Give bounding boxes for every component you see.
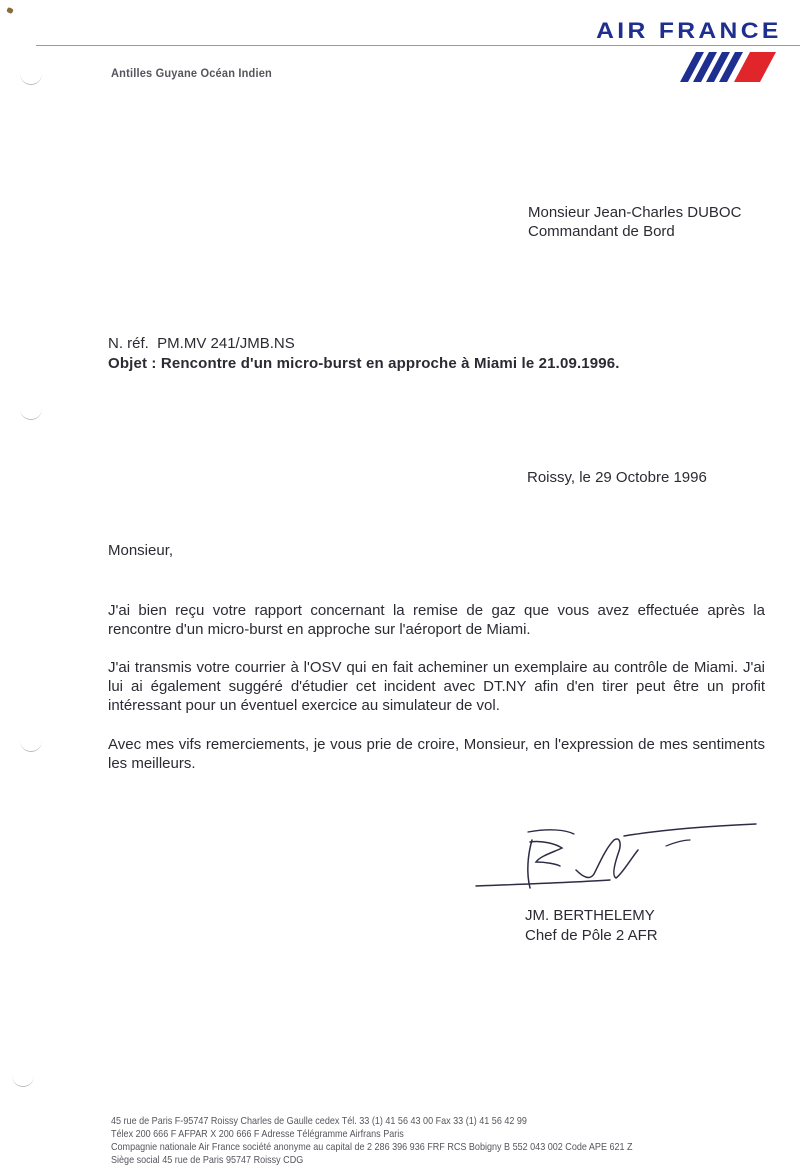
handwritten-signature [470, 818, 760, 896]
signer-block [525, 906, 658, 946]
recipient-name: Monsieur Jean-Charles DUBOC [528, 204, 742, 221]
footer-line: Compagnie nationale Air France société anonyme au capital de 2 286 396 936 FRF RCS Bobigny B 552 043 002 Code APE 621 Z [111, 1141, 633, 1153]
place-date: Roissy, le 29 Octobre 1996 [527, 469, 707, 486]
punch-hole-mark [20, 405, 42, 420]
punch-hole-mark [20, 70, 42, 85]
punch-hole-mark [20, 737, 42, 752]
recipient-title: Commandant de Bord [528, 223, 675, 240]
signer-role: Chef de Pôle 2 AFR [525, 927, 658, 944]
footer-line: Siège social 45 rue de Paris 95747 Roissy CDG [111, 1154, 304, 1166]
recipient-block [528, 203, 741, 241]
air-france-stripes-logo [680, 52, 778, 82]
body-paragraph: J'ai transmis votre courrier à l'OSV qui en fait acheminer un exemplaire au contrôle de Miami. J'ai lui ai également suggéré d'étudier cet incident avec DT.NY afin d'en tirer peut être un profit intéressant pour un éventuel exercice au simulateur de vol. [108, 659, 765, 714]
footer-line: Télex 200 666 F AFPAR X 200 666 F Adresse Télégramme Airfrans Paris [111, 1128, 404, 1140]
salutation: Monsieur, [108, 542, 174, 559]
footer-line: 45 rue de Paris F-95747 Roissy Charles de Gaulle cedex Tél. 33 (1) 41 56 43 00 Fax 33 (1) 41 56 42 99 [111, 1115, 527, 1127]
body-paragraph: Avec mes vifs remerciements, je vous prie de croire, Monsieur, en l'expression de mes sentiments les meilleurs. [108, 736, 765, 772]
subject-line: Objet : Rencontre d'un micro-burst en approche à Miami le 21.09.1996. [108, 355, 620, 372]
signer-name: JM. BERTHELEMY [525, 907, 655, 924]
scan-speck [6, 7, 14, 14]
division-name: Antilles Guyane Océan Indien [111, 66, 272, 80]
body-paragraph: J'ai bien reçu votre rapport concernant la remise de gaz que vous avez effectuée après la rencontre d'un micro-burst en approche sur l'aéroport de Miami. [108, 602, 765, 638]
brand-name: AIR FRANCE [596, 18, 782, 43]
company-footer [111, 1115, 633, 1167]
header-rule [36, 45, 800, 46]
punch-hole-mark [12, 1072, 34, 1087]
reference-line: N. réf. PM.MV 241/JMB.NS [108, 335, 295, 352]
